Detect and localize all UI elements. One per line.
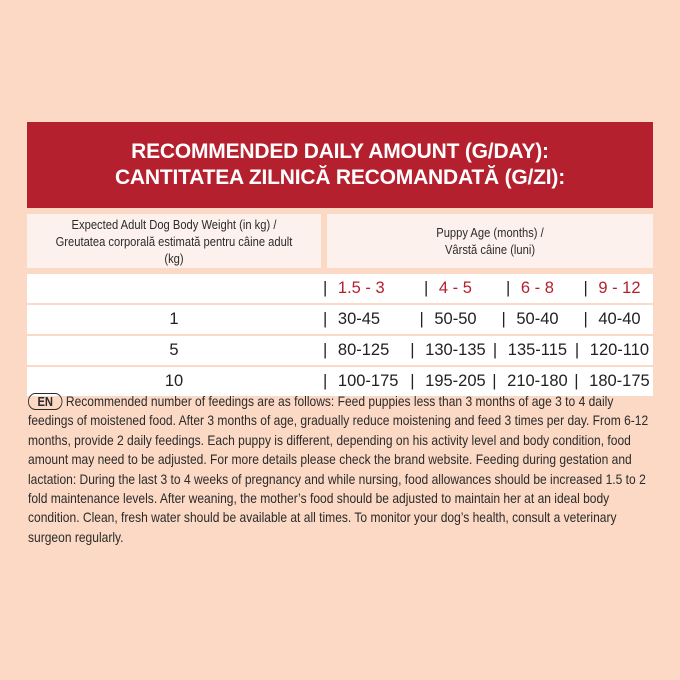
weight-cell: 1 bbox=[169, 310, 179, 328]
amount-cell: 40-40 bbox=[598, 310, 641, 328]
age-column-header: Puppy Age (months) / Vârstă câine (luni) bbox=[350, 214, 630, 268]
amount-cell: 195-205 bbox=[425, 372, 486, 390]
column-headers bbox=[27, 208, 653, 268]
weight-cell: 10 bbox=[164, 372, 184, 390]
table-row: 5 | 80-125 | 130-135 | 135-115 | 120-110 bbox=[27, 336, 653, 367]
language-badge: EN bbox=[28, 393, 62, 410]
amount-cell: 50-50 bbox=[434, 310, 477, 328]
age-range-row: | 1.5 - 3 | 4 - 5 | 6 - 8 | 9 - 12 bbox=[27, 274, 653, 305]
table-title-banner bbox=[27, 122, 653, 208]
age-range: 6 - 8 bbox=[520, 279, 554, 297]
amount-cell: 130-135 bbox=[425, 341, 486, 359]
table-row: 10 | 100-175 | 195-205 | 210-180 | 180-175 bbox=[27, 367, 653, 398]
amount-cell: 100-175 bbox=[337, 372, 399, 390]
amount-cell: 120-110 bbox=[589, 341, 650, 359]
feeding-instructions bbox=[28, 392, 658, 547]
title-en: RECOMMENDED DAILY AMOUNT (G/DAY): bbox=[131, 140, 549, 163]
age-range: 4 - 5 bbox=[438, 279, 472, 297]
title-ro: CANTITATEA ZILNICĂ RECOMANDATĂ (G/ZI): bbox=[114, 166, 566, 189]
age-range: 9 - 12 bbox=[598, 279, 641, 297]
amount-cell: 180-175 bbox=[589, 372, 650, 390]
age-range: 1.5 - 3 bbox=[337, 279, 385, 297]
amount-cell: 135-115 bbox=[507, 341, 568, 359]
table-body bbox=[27, 274, 653, 398]
table-row: 1 | 30-45 | 50-50 | 50-40 | 40-40 bbox=[27, 305, 653, 336]
amount-cell: 50-40 bbox=[516, 310, 559, 328]
amount-cell: 210-180 bbox=[507, 372, 568, 390]
amount-cell: 30-45 bbox=[337, 310, 381, 328]
instructions-text: Recommended number of feedings are as follows: Feed puppies less than 3 months of age 3 to 4 daily feedings of moistened food. After 3 months of age, gradually reduce moistening and feed 3 times per day. From 6-12 months, provide 2 daily feedings. Each puppy is different, depending on his activity level and body condition, food amount may need to be adjusted. For more details please check the brand website. Feeding during gestation and lactation: During the last 3 to 4 weeks of pregnancy and while nursing, food allowances should be increased 1.5 to 2 fold maintenance levels. After weaning, the mother’s food should be adjusted to maintain her at an ideal body condition. Clean, fresh water should be available at all times. To monitor your dog’s health, consult a veterinary surgeon regularly. bbox=[28, 393, 649, 545]
feeding-table bbox=[27, 122, 653, 398]
weight-cell: 5 bbox=[169, 341, 179, 359]
weight-column-header: Expected Adult Dog Body Weight (in kg) / Greutatea corporală estimată pentru câine adult (kg) bbox=[48, 214, 301, 268]
amount-cell: 80-125 bbox=[337, 341, 390, 359]
